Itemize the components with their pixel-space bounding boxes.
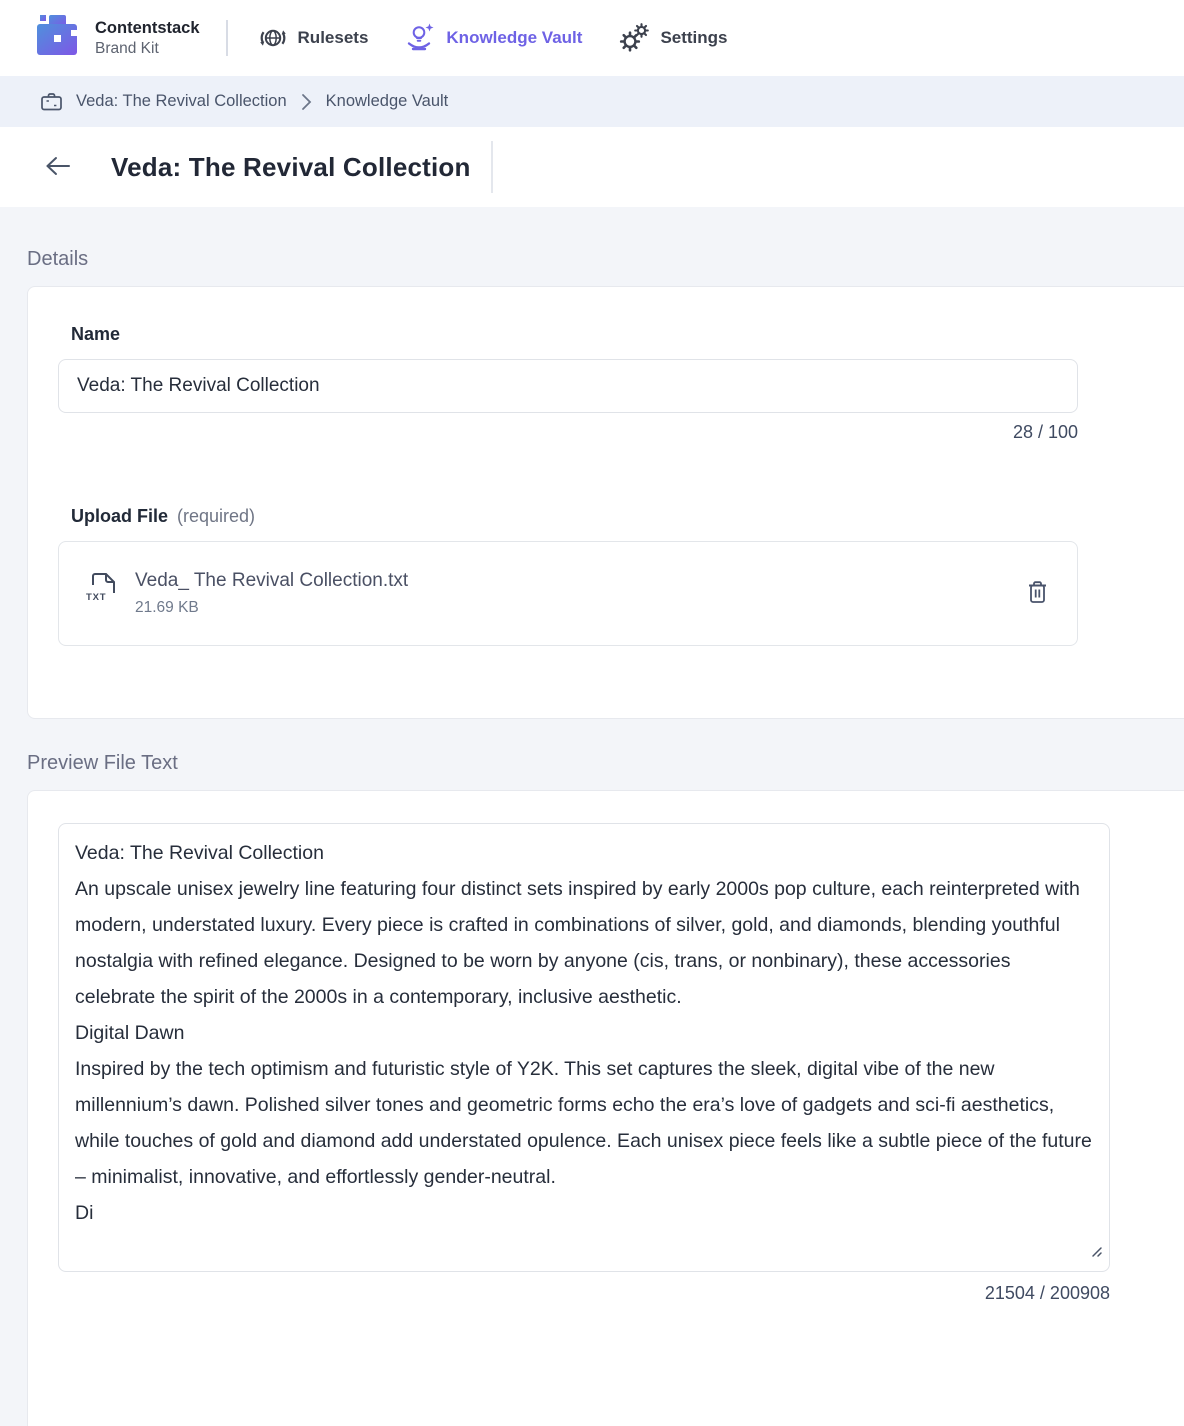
details-section-title: Details	[27, 248, 89, 270]
brand-logo[interactable]	[34, 13, 200, 64]
delete-file-button[interactable]	[1024, 577, 1051, 610]
name-input[interactable]	[58, 359, 1078, 413]
uploaded-file-card	[58, 541, 1078, 646]
nav-divider	[226, 20, 228, 56]
briefcase-icon	[40, 91, 63, 112]
preview-card	[27, 790, 1184, 1426]
txt-file-icon	[85, 569, 121, 618]
breadcrumb	[0, 76, 1184, 127]
resize-handle-icon[interactable]	[1088, 1243, 1103, 1263]
contentstack-logo-icon	[34, 13, 80, 64]
details-card	[27, 286, 1184, 719]
nav-item-label: Knowledge Vault	[446, 28, 583, 47]
preview-section-title: Preview File Text	[27, 752, 178, 774]
upload-file-label: Upload File (required)	[71, 506, 256, 526]
nav-item-settings[interactable]	[618, 22, 727, 54]
required-tag: (required)	[177, 506, 256, 526]
name-field-label: Name	[71, 324, 121, 344]
nav-item-label: Settings	[660, 28, 728, 47]
breadcrumb-item-knowledge-vault[interactable]: Knowledge Vault	[325, 92, 449, 110]
chevron-right-icon	[301, 93, 312, 111]
main-content	[0, 207, 1184, 1426]
brand-name: Contentstack	[95, 19, 200, 37]
preview-char-counter: 21504 / 200908	[984, 1283, 1110, 1303]
breadcrumb-item-collection[interactable]: Veda: The Revival Collection	[76, 92, 287, 110]
title-divider	[491, 141, 493, 193]
preview-file-textarea[interactable]	[58, 823, 1110, 1272]
rulesets-globe-sync-icon	[258, 23, 288, 53]
settings-gears-icon	[618, 22, 650, 54]
brand-subtitle: Brand Kit	[95, 39, 159, 57]
file-size: 21.69 KB	[135, 599, 199, 616]
back-button[interactable]	[40, 150, 75, 185]
nav-item-knowledge-vault[interactable]	[404, 22, 582, 54]
file-name: Veda_ The Revival Collection.txt	[135, 570, 409, 591]
top-nav	[0, 0, 1184, 76]
nav-item-rulesets[interactable]	[258, 23, 369, 53]
back-arrow-icon	[44, 154, 71, 181]
title-bar	[0, 127, 1184, 207]
primary-nav	[258, 22, 728, 54]
name-char-counter: 28 / 100	[1012, 422, 1078, 442]
txt-file-type-label: TXT	[86, 592, 107, 603]
page-title: Veda: The Revival Collection	[111, 151, 471, 182]
nav-item-label: Rulesets	[297, 28, 369, 47]
knowledge-vault-bulb-hand-icon	[404, 22, 436, 54]
trash-icon	[1026, 579, 1049, 608]
